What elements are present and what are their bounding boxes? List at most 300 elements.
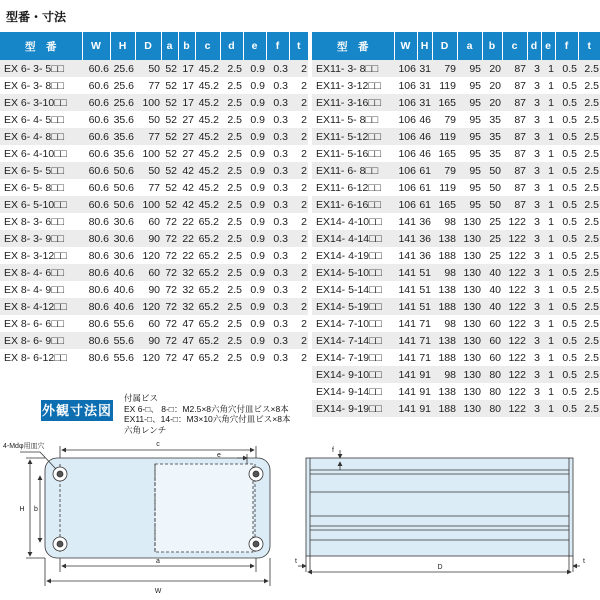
value-cell: 61 (417, 179, 432, 196)
value-cell: 2.5 (220, 230, 243, 247)
table-row (0, 145, 308, 162)
value-cell: 0.9 (243, 77, 266, 94)
value-cell: 2.5 (578, 94, 600, 111)
model-cell: EX11- 5-16□□ (312, 145, 394, 162)
model-cell: EX 8- 3-12□□ (0, 247, 82, 264)
column-header: a (457, 32, 482, 60)
value-cell: 2 (289, 230, 308, 247)
model-cell: EX11- 3-16□□ (312, 94, 394, 111)
model-cell: EX 6- 3-10□□ (0, 94, 82, 111)
value-cell: 87 (502, 94, 527, 111)
value-cell: 60 (135, 264, 161, 281)
value-cell: 2.5 (220, 349, 243, 366)
value-cell: 122 (502, 230, 527, 247)
value-cell: 0.9 (243, 196, 266, 213)
value-cell: 79 (432, 162, 457, 179)
value-cell: 2.5 (220, 247, 243, 264)
value-cell: 31 (417, 77, 432, 94)
value-cell: 50 (482, 179, 502, 196)
value-cell: 40 (482, 281, 502, 298)
value-cell: 77 (135, 179, 161, 196)
value-cell: 120 (135, 349, 161, 366)
value-cell: 2.5 (220, 281, 243, 298)
dim-label-b: b (34, 506, 38, 513)
value-cell: 3 (527, 60, 541, 77)
model-cell: EX 8- 4- 9□□ (0, 281, 82, 298)
column-header: f (266, 32, 289, 60)
dim-label-H: H (19, 506, 25, 513)
value-cell: 2 (289, 315, 308, 332)
value-cell: 42 (178, 162, 195, 179)
value-cell: 188 (432, 247, 457, 264)
value-cell: 80.6 (82, 264, 110, 281)
value-cell: 120 (135, 298, 161, 315)
table-row (312, 264, 600, 281)
notes-line: EX11-□、14-□：M3×10六角穴付皿ビス×8本 (124, 414, 291, 424)
model-cell: EX 6- 3- 8□□ (0, 77, 82, 94)
value-cell: 0.5 (555, 315, 578, 332)
value-cell: 35.6 (110, 145, 135, 162)
value-cell: 130 (457, 400, 482, 417)
value-cell: 0.9 (243, 128, 266, 145)
value-cell: 80 (482, 400, 502, 417)
value-cell: 72 (161, 264, 178, 281)
dim-label-a: a (156, 558, 160, 565)
value-cell: 0.3 (266, 247, 289, 264)
value-cell: 87 (502, 77, 527, 94)
table-row (0, 247, 308, 264)
value-cell: 47 (178, 349, 195, 366)
value-cell: 52 (161, 111, 178, 128)
value-cell: 106 (394, 60, 417, 77)
value-cell: 2.5 (220, 128, 243, 145)
value-cell: 98 (432, 264, 457, 281)
value-cell: 3 (527, 332, 541, 349)
value-cell: 95 (457, 60, 482, 77)
column-header: b (482, 32, 502, 60)
model-cell: EX14- 5-14□□ (312, 281, 394, 298)
column-header: d (220, 32, 243, 60)
value-cell: 80.6 (82, 349, 110, 366)
table-row (0, 230, 308, 247)
value-cell: 3 (527, 77, 541, 94)
value-cell: 2.5 (220, 298, 243, 315)
inner-cavity (155, 464, 253, 552)
model-cell: EX11- 3-12□□ (312, 77, 394, 94)
value-cell: 106 (394, 128, 417, 145)
table-row (312, 315, 600, 332)
column-header: e (243, 32, 266, 60)
value-cell: 119 (432, 179, 457, 196)
value-cell: 0.5 (555, 349, 578, 366)
model-cell: EX 8- 4-12□□ (0, 298, 82, 315)
value-cell: 130 (457, 298, 482, 315)
value-cell: 1 (541, 247, 555, 264)
value-cell: 106 (394, 111, 417, 128)
table-row (0, 332, 308, 349)
value-cell: 50.6 (110, 162, 135, 179)
value-cell: 130 (457, 383, 482, 400)
table-row (312, 332, 600, 349)
value-cell: 122 (502, 383, 527, 400)
value-cell: 0.9 (243, 315, 266, 332)
value-cell: 25 (482, 230, 502, 247)
value-cell: 79 (432, 111, 457, 128)
value-cell: 36 (417, 213, 432, 230)
value-cell: 25 (482, 247, 502, 264)
value-cell: 40.6 (110, 264, 135, 281)
value-cell: 0.5 (555, 60, 578, 77)
table-row (312, 162, 600, 179)
table-row (312, 179, 600, 196)
model-cell: EX 8- 4- 6□□ (0, 264, 82, 281)
table-row (0, 298, 308, 315)
value-cell: 188 (432, 298, 457, 315)
value-cell: 0.9 (243, 332, 266, 349)
value-cell: 122 (502, 315, 527, 332)
value-cell: 130 (457, 349, 482, 366)
value-cell: 0.3 (266, 281, 289, 298)
value-cell: 3 (527, 298, 541, 315)
model-cell: EX 8- 6- 6□□ (0, 315, 82, 332)
value-cell: 0.5 (555, 111, 578, 128)
value-cell: 0.9 (243, 111, 266, 128)
value-cell: 106 (394, 196, 417, 213)
table-row (312, 128, 600, 145)
value-cell: 0.5 (555, 196, 578, 213)
value-cell: 100 (135, 145, 161, 162)
value-cell: 141 (394, 281, 417, 298)
value-cell: 0.9 (243, 349, 266, 366)
value-cell: 0.5 (555, 332, 578, 349)
column-header: H (110, 32, 135, 60)
value-cell: 130 (457, 366, 482, 383)
value-cell: 27 (178, 111, 195, 128)
value-cell: 3 (527, 400, 541, 417)
value-cell: 0.5 (555, 281, 578, 298)
value-cell: 138 (432, 383, 457, 400)
value-cell: 80 (482, 366, 502, 383)
column-header: d (527, 32, 541, 60)
value-cell: 138 (432, 230, 457, 247)
value-cell: 0.9 (243, 145, 266, 162)
value-cell: 72 (161, 315, 178, 332)
value-cell: 2 (289, 60, 308, 77)
value-cell: 3 (527, 366, 541, 383)
value-cell: 2.5 (578, 60, 600, 77)
value-cell: 52 (161, 77, 178, 94)
value-cell: 0.5 (555, 366, 578, 383)
value-cell: 0.9 (243, 213, 266, 230)
value-cell: 119 (432, 128, 457, 145)
value-cell: 2.5 (220, 145, 243, 162)
table-row (312, 247, 600, 264)
value-cell: 3 (527, 128, 541, 145)
table-row (0, 60, 308, 77)
value-cell: 141 (394, 315, 417, 332)
table-row (0, 315, 308, 332)
value-cell: 3 (527, 264, 541, 281)
value-cell: 60 (482, 332, 502, 349)
value-cell: 122 (502, 298, 527, 315)
table-row (0, 94, 308, 111)
value-cell: 72 (161, 281, 178, 298)
column-header: W (82, 32, 110, 60)
value-cell: 2.5 (220, 332, 243, 349)
value-cell: 0.9 (243, 179, 266, 196)
model-cell: EX14- 4-19□□ (312, 247, 394, 264)
value-cell: 55.6 (110, 349, 135, 366)
value-cell: 36 (417, 230, 432, 247)
value-cell: 0.5 (555, 298, 578, 315)
value-cell: 80.6 (82, 247, 110, 264)
model-cell: EX 6- 5- 8□□ (0, 179, 82, 196)
accessory-notes (124, 393, 290, 435)
value-cell: 79 (432, 60, 457, 77)
column-header: f (555, 32, 578, 60)
model-cell: EX11- 6- 8□□ (312, 162, 394, 179)
value-cell: 0.3 (266, 196, 289, 213)
dim-label-f: f (332, 447, 334, 454)
value-cell: 1 (541, 281, 555, 298)
model-cell: EX 6- 3- 5□□ (0, 60, 82, 77)
value-cell: 106 (394, 145, 417, 162)
value-cell: 122 (502, 349, 527, 366)
value-cell: 2.5 (578, 383, 600, 400)
value-cell: 72 (161, 213, 178, 230)
value-cell: 47 (178, 332, 195, 349)
value-cell: 52 (161, 60, 178, 77)
value-cell: 45.2 (195, 77, 220, 94)
value-cell: 65.2 (195, 298, 220, 315)
value-cell: 3 (527, 145, 541, 162)
value-cell: 87 (502, 196, 527, 213)
value-cell: 2 (289, 247, 308, 264)
table-row (0, 196, 308, 213)
value-cell: 2.5 (578, 111, 600, 128)
value-cell: 25 (482, 213, 502, 230)
column-header: D (135, 32, 161, 60)
value-cell: 91 (417, 400, 432, 417)
table-row (312, 298, 600, 315)
column-header: W (394, 32, 417, 60)
model-cell: EX 6- 5-10□□ (0, 196, 82, 213)
value-cell: 52 (161, 128, 178, 145)
value-cell: 40 (482, 264, 502, 281)
value-cell: 0.3 (266, 162, 289, 179)
value-cell: 0.9 (243, 247, 266, 264)
model-cell: EX11- 5- 8□□ (312, 111, 394, 128)
value-cell: 2 (289, 332, 308, 349)
value-cell: 2.5 (578, 281, 600, 298)
value-cell: 72 (161, 247, 178, 264)
value-cell: 90 (135, 230, 161, 247)
value-cell: 95 (457, 111, 482, 128)
value-cell: 2 (289, 162, 308, 179)
table-row (0, 264, 308, 281)
value-cell: 45.2 (195, 60, 220, 77)
value-cell: 71 (417, 315, 432, 332)
value-cell: 2.5 (220, 94, 243, 111)
value-cell: 2 (289, 298, 308, 315)
value-cell: 2.5 (220, 315, 243, 332)
value-cell: 87 (502, 162, 527, 179)
model-cell: EX 6- 4- 8□□ (0, 128, 82, 145)
table-row (312, 111, 600, 128)
value-cell: 2.5 (578, 349, 600, 366)
value-cell: 0.3 (266, 315, 289, 332)
value-cell: 3 (527, 94, 541, 111)
table-row (0, 179, 308, 196)
value-cell: 2.5 (578, 264, 600, 281)
value-cell: 60.6 (82, 128, 110, 145)
front-view (20, 446, 270, 586)
value-cell: 2 (289, 213, 308, 230)
value-cell: 47 (178, 315, 195, 332)
value-cell: 0.9 (243, 264, 266, 281)
column-header: t (578, 32, 600, 60)
table-row (0, 281, 308, 298)
value-cell: 2 (289, 264, 308, 281)
value-cell: 122 (502, 281, 527, 298)
hole-label: 4-Mdφ用皿穴 (3, 443, 45, 450)
value-cell: 0.9 (243, 162, 266, 179)
value-cell: 1 (541, 162, 555, 179)
value-cell: 91 (417, 366, 432, 383)
model-cell: EX14- 5-19□□ (312, 298, 394, 315)
value-cell: 0.3 (266, 128, 289, 145)
value-cell: 0.9 (243, 94, 266, 111)
value-cell: 0.5 (555, 128, 578, 145)
value-cell: 130 (457, 281, 482, 298)
value-cell: 1 (541, 94, 555, 111)
table-header-row (0, 32, 308, 60)
value-cell: 60 (482, 349, 502, 366)
value-cell: 0.5 (555, 145, 578, 162)
value-cell: 0.5 (555, 213, 578, 230)
value-cell: 120 (135, 247, 161, 264)
value-cell: 122 (502, 213, 527, 230)
value-cell: 1 (541, 128, 555, 145)
value-cell: 3 (527, 315, 541, 332)
value-cell: 141 (394, 247, 417, 264)
column-header-model: 型 番 (312, 32, 394, 60)
dim-label-t: t (295, 558, 297, 565)
value-cell: 80.6 (82, 332, 110, 349)
value-cell: 72 (161, 349, 178, 366)
value-cell: 2.5 (578, 247, 600, 264)
value-cell: 0.3 (266, 213, 289, 230)
value-cell: 35 (482, 128, 502, 145)
value-cell: 0.5 (555, 247, 578, 264)
value-cell: 65.2 (195, 349, 220, 366)
value-cell: 0.9 (243, 281, 266, 298)
value-cell: 1 (541, 400, 555, 417)
value-cell: 0.3 (266, 60, 289, 77)
table-row (0, 213, 308, 230)
value-cell: 17 (178, 94, 195, 111)
column-header: D (432, 32, 457, 60)
value-cell: 1 (541, 298, 555, 315)
dimension-drawing (0, 436, 600, 600)
value-cell: 0.5 (555, 179, 578, 196)
value-cell: 80.6 (82, 230, 110, 247)
model-cell: EX14- 4-10□□ (312, 213, 394, 230)
value-cell: 2 (289, 94, 308, 111)
notes-line: EX 6-□、 8-□：M2.5×8六角穴付皿ビス×8本 (124, 403, 289, 414)
column-header: a (161, 32, 178, 60)
value-cell: 2 (289, 281, 308, 298)
value-cell: 2.5 (220, 77, 243, 94)
dim-label-D: D (437, 564, 443, 571)
value-cell: 2.5 (578, 332, 600, 349)
value-cell: 122 (502, 366, 527, 383)
value-cell: 0.3 (266, 298, 289, 315)
value-cell: 2.5 (220, 179, 243, 196)
table-row (312, 60, 600, 77)
value-cell: 60.6 (82, 60, 110, 77)
value-cell: 2 (289, 179, 308, 196)
value-cell: 46 (417, 111, 432, 128)
value-cell: 80.6 (82, 281, 110, 298)
value-cell: 2.5 (220, 213, 243, 230)
value-cell: 3 (527, 196, 541, 213)
value-cell: 60.6 (82, 162, 110, 179)
table-row (0, 162, 308, 179)
value-cell: 20 (482, 94, 502, 111)
model-cell: EX 6- 5- 5□□ (0, 162, 82, 179)
column-header: e (541, 32, 555, 60)
value-cell: 27 (178, 145, 195, 162)
table-header-row (312, 32, 600, 60)
value-cell: 130 (457, 315, 482, 332)
value-cell: 1 (541, 111, 555, 128)
value-cell: 45.2 (195, 196, 220, 213)
table-row (312, 196, 600, 213)
spec-table-left (0, 32, 308, 366)
value-cell: 17 (178, 60, 195, 77)
value-cell: 0.5 (555, 264, 578, 281)
value-cell: 0.5 (555, 162, 578, 179)
value-cell: 72 (161, 298, 178, 315)
notes-line: 六角レンチ (124, 424, 167, 435)
value-cell: 52 (161, 162, 178, 179)
dim-label-W: W (154, 588, 162, 595)
value-cell: 95 (457, 128, 482, 145)
value-cell: 1 (541, 264, 555, 281)
value-cell: 65.2 (195, 281, 220, 298)
value-cell: 141 (394, 213, 417, 230)
value-cell: 35 (482, 145, 502, 162)
value-cell: 130 (457, 230, 482, 247)
value-cell: 2.5 (220, 162, 243, 179)
value-cell: 25.6 (110, 94, 135, 111)
value-cell: 165 (432, 196, 457, 213)
value-cell: 138 (432, 281, 457, 298)
value-cell: 71 (417, 349, 432, 366)
value-cell: 65.2 (195, 213, 220, 230)
value-cell: 1 (541, 60, 555, 77)
value-cell: 2.5 (578, 77, 600, 94)
value-cell: 22 (178, 213, 195, 230)
value-cell: 0.3 (266, 264, 289, 281)
value-cell: 100 (135, 196, 161, 213)
value-cell: 1 (541, 315, 555, 332)
value-cell: 45.2 (195, 94, 220, 111)
value-cell: 2.5 (578, 230, 600, 247)
column-header-model: 型 番 (0, 32, 82, 60)
value-cell: 141 (394, 349, 417, 366)
